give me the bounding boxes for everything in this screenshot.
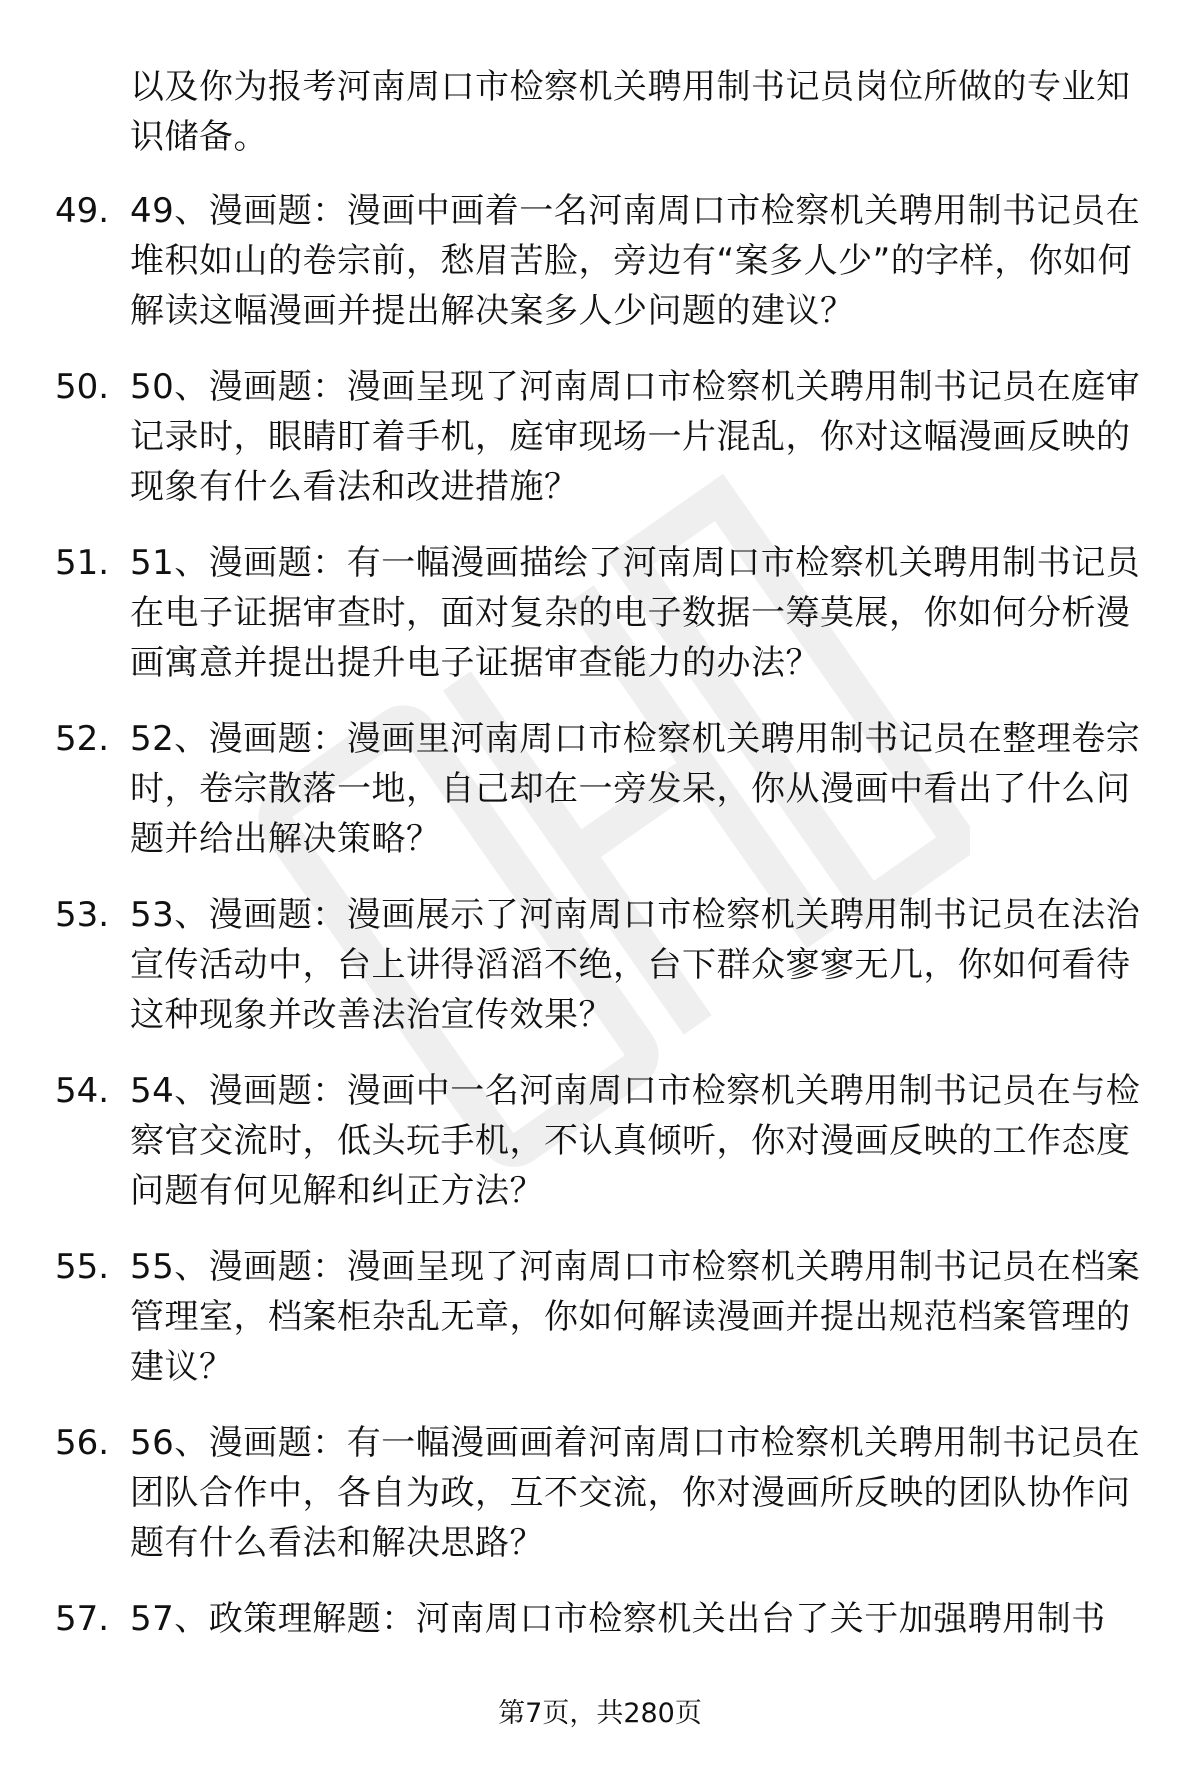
question-item: [0, 538, 1200, 714]
page-footer: 第7页，共280页: [498, 1698, 702, 1729]
question-text: 55、漫画题：漫画呈现了河南周口市检察机关聘用制书记员在档案管理室，档案柜杂乱无章，你如何解读漫画并提出规范档案管理的建议？: [130, 1247, 1141, 1387]
continuation-paragraph: 以及你为报考河南周口市检察机关聘用制书记员岗位所做的专业知识储备。: [130, 67, 1131, 157]
question-text: 56、漫画题：有一幅漫画画着河南周口市检察机关聘用制书记员在团队合作中，各自为政，互不交流，你对漫画所反映的团队协作问题有什么看法和解决思路？: [130, 1423, 1141, 1563]
question-text: 57、政策理解题：河南周口市检察机关出台了关于加强聘用制书: [130, 1599, 1106, 1639]
question-text: 50、漫画题：漫画呈现了河南周口市检察机关聘用制书记员在庭审记录时，眼睛盯着手机，庭审现场一片混乱，你对这幅漫画反映的现象有什么看法和改进措施？: [130, 367, 1141, 507]
question-text: 52、漫画题：漫画里河南周口市检察机关聘用制书记员在整理卷宗时，卷宗散落一地，自己却在一旁发呆，你从漫画中看出了什么问题并给出解决策略？: [130, 719, 1141, 859]
question-item: [0, 186, 1200, 362]
question-number: 49.: [55, 191, 110, 231]
question-item: [0, 1066, 1200, 1242]
question-item: [0, 714, 1200, 890]
question-number: 52.: [55, 719, 110, 759]
question-text: 51、漫画题：有一幅漫画描绘了河南周口市检察机关聘用制书记员在电子证据审查时，面对复杂的电子数据一筹莫展，你如何分析漫画寓意并提出提升电子证据审查能力的办法？: [130, 543, 1141, 683]
question-item: [0, 1594, 1200, 1770]
question-number: 55.: [55, 1247, 110, 1287]
question-text: 54、漫画题：漫画中一名河南周口市检察机关聘用制书记员在与检察官交流时，低头玩手机，不认真倾听，你对漫画反映的工作态度问题有何见解和纠正方法？: [130, 1071, 1141, 1211]
question-number: 50.: [55, 367, 110, 407]
question-list: [0, 186, 1200, 1770]
question-item: [0, 1242, 1200, 1418]
question-text: 53、漫画题：漫画展示了河南周口市检察机关聘用制书记员在法治宣传活动中，台上讲得滔滔不绝，台下群众寥寥无几，你如何看待这种现象并改善法治宣传效果？: [130, 895, 1141, 1035]
question-item: [0, 362, 1200, 538]
question-item: [0, 890, 1200, 1066]
question-number: 51.: [55, 543, 110, 583]
question-number: 54.: [55, 1071, 110, 1111]
question-item: [0, 1418, 1200, 1594]
question-number: 57.: [55, 1599, 110, 1639]
question-text: 49、漫画题：漫画中画着一名河南周口市检察机关聘用制书记员在堆积如山的卷宗前，愁眉苦脸，旁边有“案多人少”的字样，你如何解读这幅漫画并提出解决案多人少问题的建议？: [130, 191, 1141, 331]
question-number: 56.: [55, 1423, 110, 1463]
question-number: 53.: [55, 895, 110, 935]
